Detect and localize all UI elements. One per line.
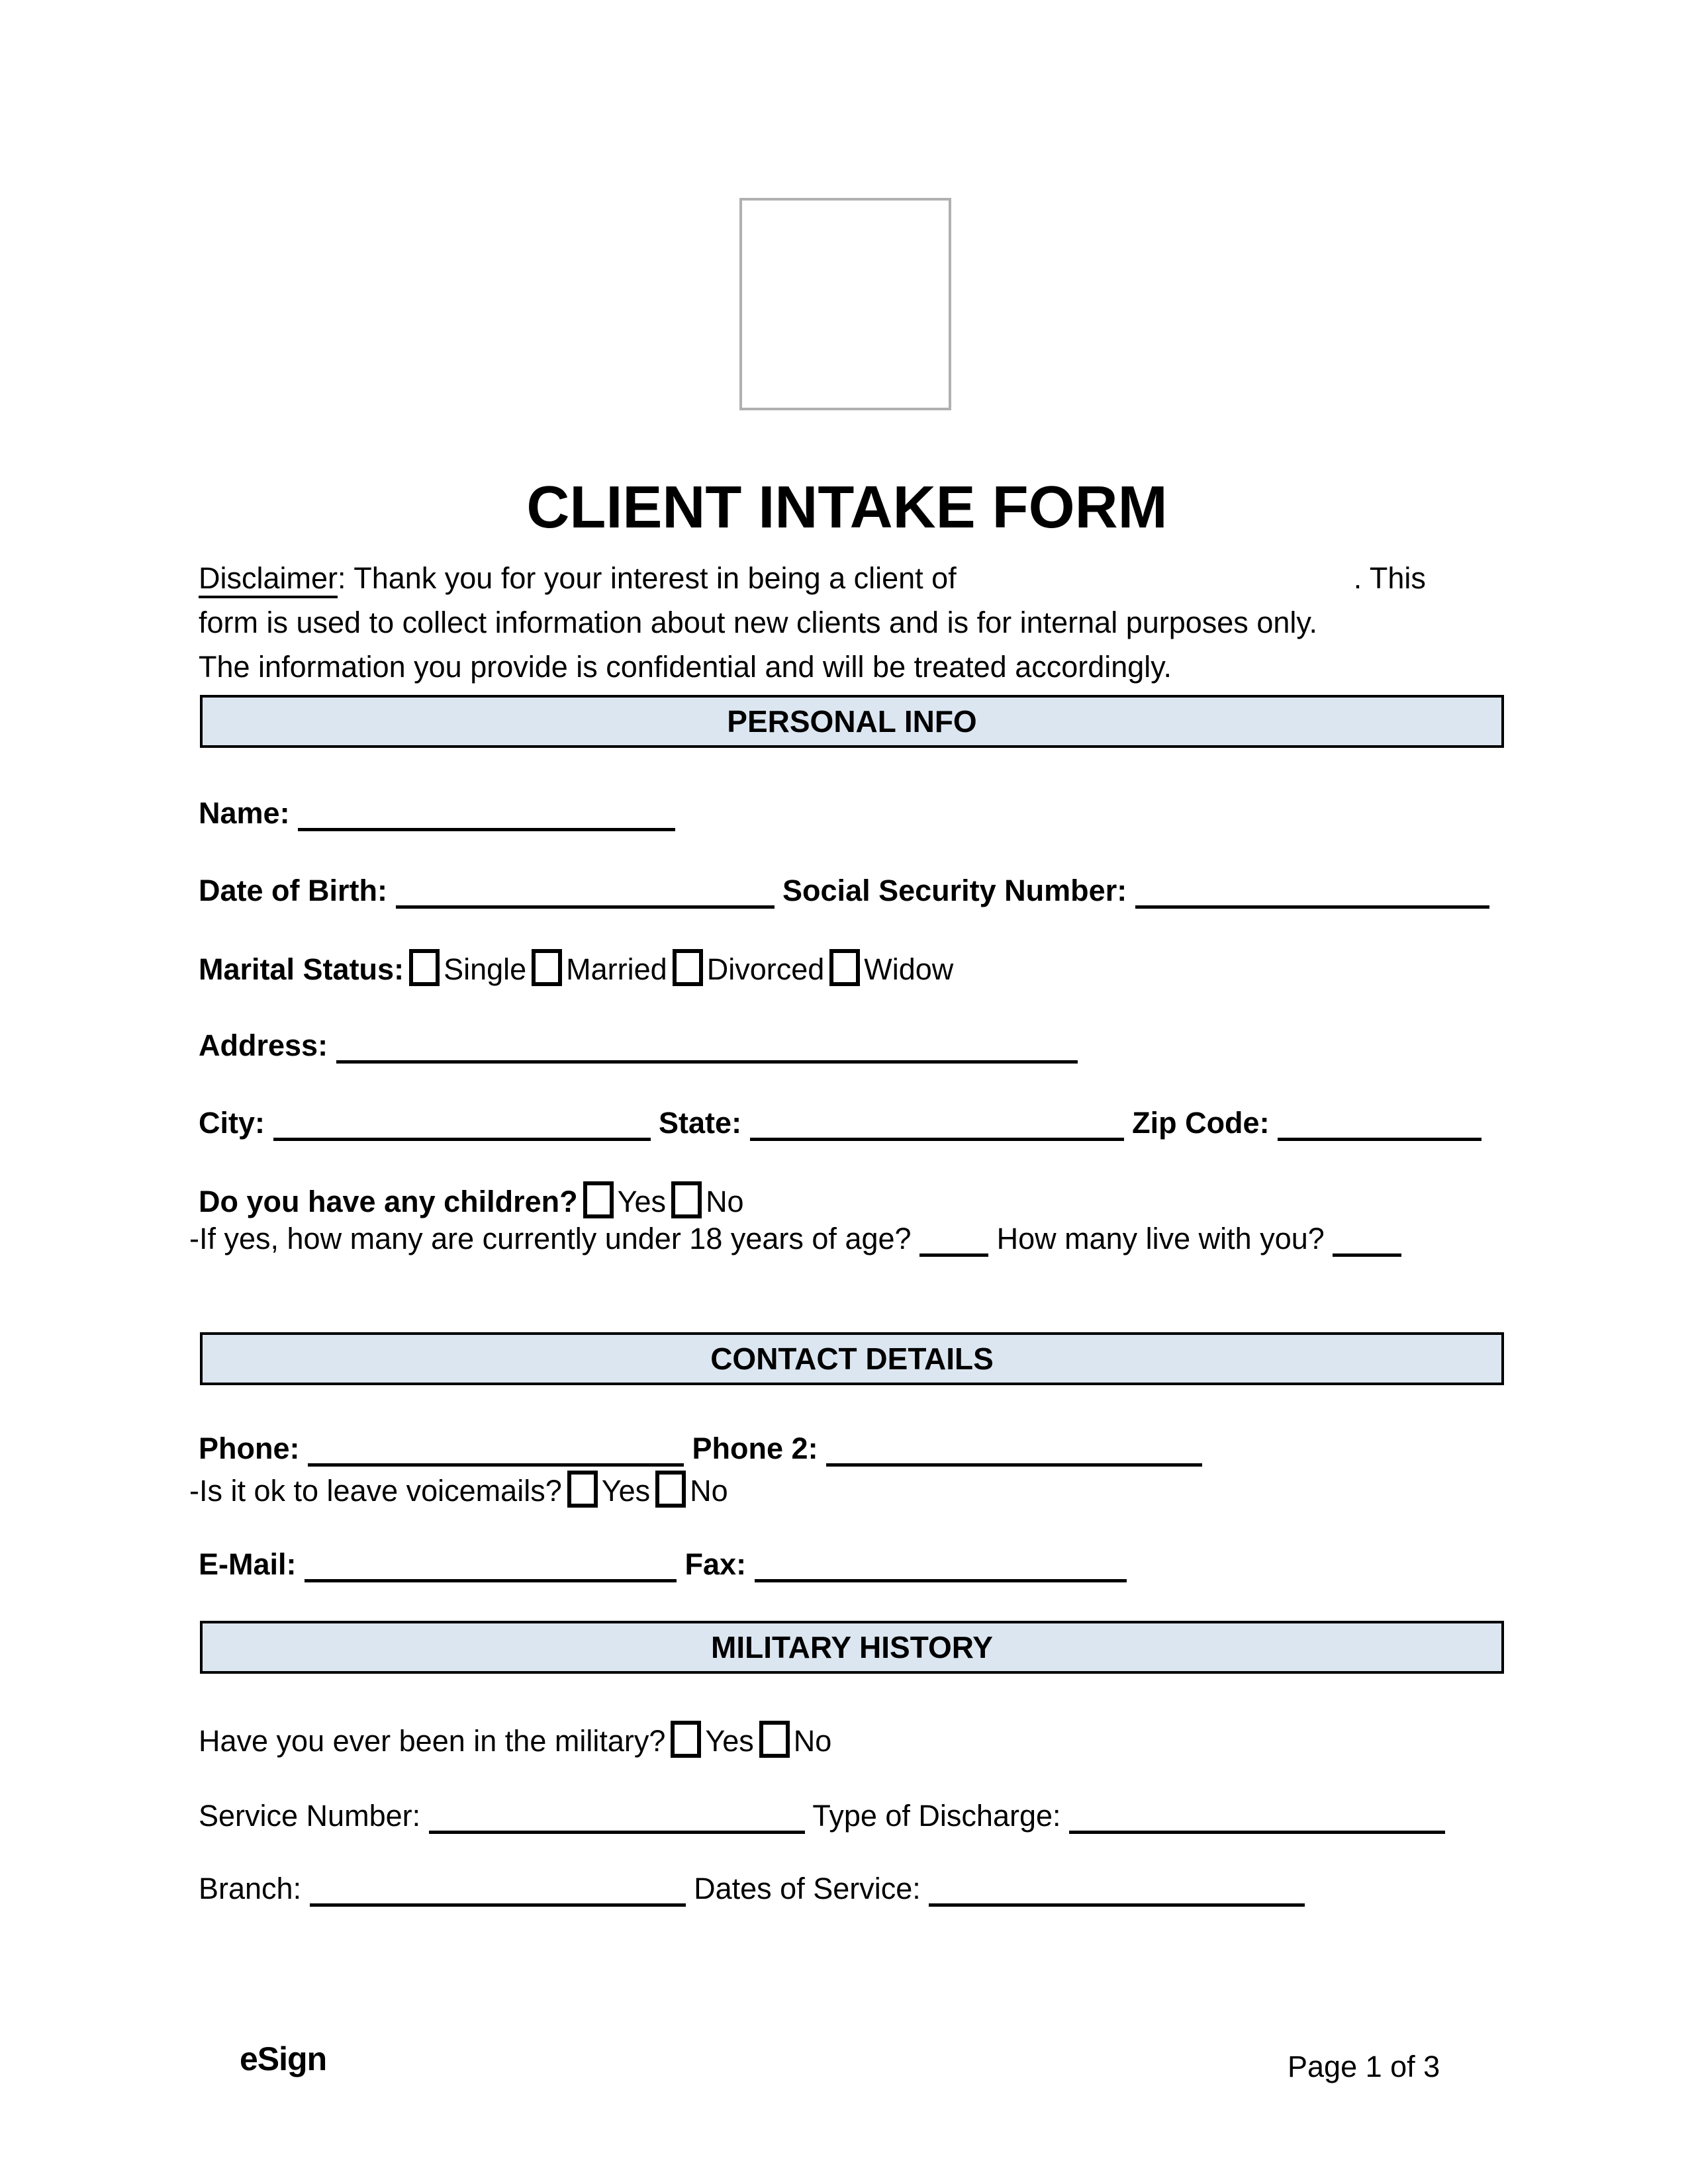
branch-dates-row [199,1870,1305,1908]
military-question-label: Have you ever been in the military? [199,1724,666,1758]
military-yes-checkbox[interactable] [671,1721,701,1758]
children-live-with-blank[interactable] [1333,1227,1401,1257]
city-state-zip-row [199,1104,1482,1142]
children-under18-blank[interactable] [919,1227,988,1257]
page-title: CLIENT INTAKE FORM [526,475,1168,541]
children-live-with-question: How many live with you? [996,1222,1325,1255]
children-no-option [671,1181,744,1221]
logo-placeholder-box [739,198,951,410]
esign-logo: eSign [240,2040,327,2077]
voicemail-yes-label: Yes [601,1474,651,1508]
voicemail-yes-option [567,1471,650,1510]
military-no-label: No [793,1724,832,1758]
children-question-row [199,1181,744,1221]
children-no-checkbox[interactable] [671,1181,702,1218]
voicemail-yes-checkbox[interactable] [567,1471,598,1508]
marital-option-married [532,949,667,989]
divorced-label: Divorced [706,952,825,986]
military-question-row [199,1721,831,1760]
marital-option-divorced [673,949,825,989]
children-yes-option [583,1181,666,1221]
city-label: City: [199,1106,265,1140]
widow-checkbox[interactable] [829,949,860,986]
email-label: E-Mail: [199,1547,297,1581]
disclaimer-line3: The information you provide is confidential and will be treated accordingly. [199,650,1172,684]
marital-status-label: Marital Status: [199,952,404,986]
children-followup-row [189,1220,1401,1258]
fax-label: Fax: [684,1547,747,1581]
children-yes-label: Yes [617,1185,667,1218]
dob-ssn-field-row [199,872,1489,910]
page-number-indicator: Page 1 of 3 [1288,2050,1440,2083]
service-number-label: Service Number: [199,1799,421,1833]
military-yes-label: Yes [705,1724,754,1758]
state-label: State: [659,1106,742,1140]
address-field-row [199,1026,1078,1065]
divorced-checkbox[interactable] [673,949,703,986]
service-discharge-row [199,1797,1445,1835]
discharge-type-blank[interactable] [1069,1804,1445,1834]
voicemail-question-label: -Is it ok to leave voicemails? [189,1474,562,1508]
children-no-label: No [706,1185,744,1218]
name-label: Name: [199,796,290,830]
military-yes-option [671,1721,753,1760]
address-blank[interactable] [336,1034,1078,1064]
married-checkbox[interactable] [532,949,562,986]
voicemail-no-label: No [690,1474,728,1508]
fax-blank[interactable] [755,1553,1127,1582]
zip-code-blank[interactable] [1278,1111,1482,1141]
phone2-blank[interactable] [826,1437,1202,1467]
city-blank[interactable] [273,1111,651,1141]
voicemail-no-checkbox[interactable] [655,1471,686,1508]
military-no-checkbox[interactable] [759,1721,790,1758]
section-header-personal-info: PERSONAL INFO [200,695,1504,748]
dob-label: Date of Birth: [199,874,387,907]
address-label: Address: [199,1028,328,1062]
discharge-type-label: Type of Discharge: [812,1799,1061,1833]
phone-label: Phone: [199,1432,300,1465]
name-field-row [199,794,675,833]
branch-label: Branch: [199,1872,302,1905]
children-question-label: Do you have any children? [199,1185,578,1218]
phone-fields-row [199,1430,1202,1468]
email-fax-row [199,1545,1127,1584]
disclaimer-line1-before: : Thank you for your interest in being a client of [338,561,957,595]
section-header-military-history: MILITARY HISTORY [200,1621,1504,1674]
single-label: Single [444,952,527,986]
marital-option-single [409,949,526,989]
zip-code-label: Zip Code: [1132,1106,1270,1140]
married-label: Married [566,952,667,986]
military-no-option [759,1721,832,1760]
children-yes-checkbox[interactable] [583,1181,614,1218]
marital-option-widow [829,949,953,989]
single-checkbox[interactable] [409,949,440,986]
disclaimer-line1-after: . This [1353,561,1426,595]
marital-status-row [199,949,953,989]
company-name-blank[interactable] [957,562,1354,588]
email-blank[interactable] [305,1553,677,1582]
voicemail-question-row [189,1471,728,1510]
voicemail-no-option [655,1471,728,1510]
children-under18-question: -If yes, how many are currently under 18 years of age? [189,1222,912,1255]
disclaimer-line2: form is used to collect information about new clients and is for internal purposes only. [199,606,1318,639]
name-blank[interactable] [298,801,675,831]
dates-of-service-blank[interactable] [929,1877,1305,1907]
disclaimer-paragraph [199,556,1470,689]
state-blank[interactable] [750,1111,1124,1141]
phone-blank[interactable] [308,1437,684,1467]
service-number-blank[interactable] [429,1804,805,1834]
widow-label: Widow [864,952,954,986]
dob-blank[interactable] [396,879,775,909]
section-header-contact-details: CONTACT DETAILS [200,1332,1504,1385]
ssn-label: Social Security Number: [782,874,1127,907]
ssn-blank[interactable] [1135,879,1489,909]
branch-blank[interactable] [310,1877,686,1907]
phone2-label: Phone 2: [692,1432,818,1465]
disclaimer-label: Disclaimer [199,561,338,598]
dates-of-service-label: Dates of Service: [694,1872,921,1905]
